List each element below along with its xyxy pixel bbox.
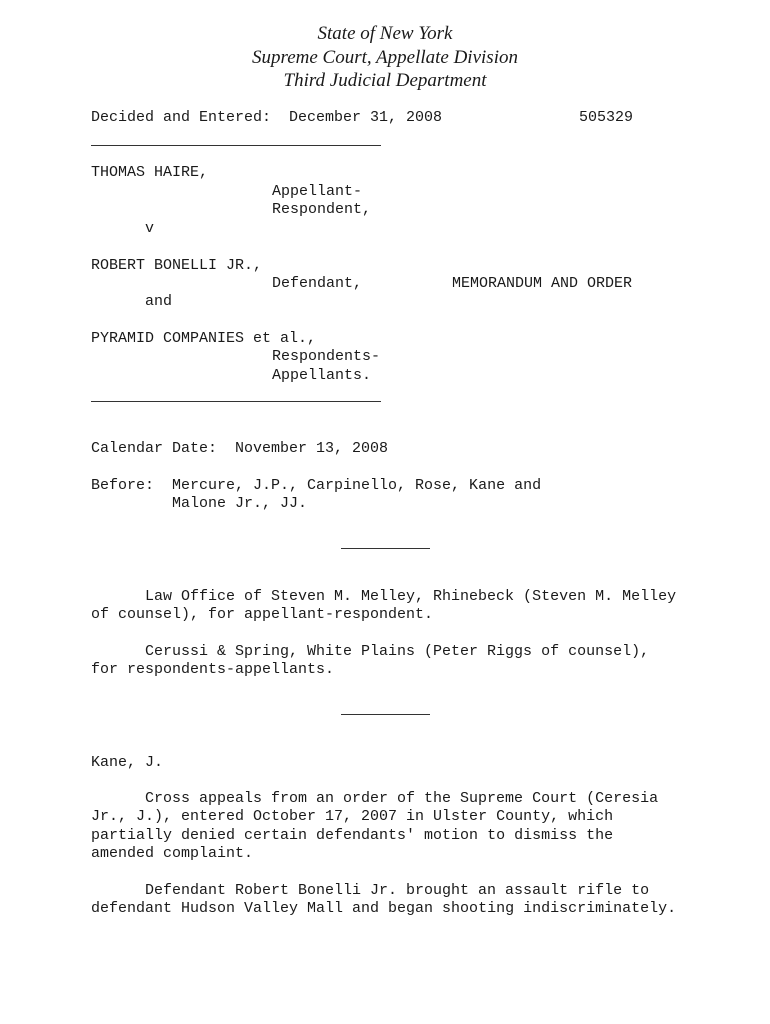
defendant2-name: PYRAMID COMPANIES et al., [91, 330, 317, 347]
court-state-heading: State of New York [317, 23, 453, 44]
caption-bottom-rule [91, 401, 381, 402]
defendant-name: ROBERT BONELLI JR., [91, 257, 263, 274]
opinion-p1-line1: Cross appeals from an order of the Supreme Court (Ceresia [145, 790, 659, 807]
counsel-appellant-line2: of counsel), for appellant-respondent. [91, 606, 434, 623]
defendant-role: Defendant, [272, 275, 363, 292]
versus: v [145, 220, 155, 237]
calendar-date: Calendar Date: November 13, 2008 [91, 440, 389, 457]
plaintiff-name: THOMAS HAIRE, [91, 164, 209, 181]
plaintiff-role-line2: Respondent, [272, 201, 372, 218]
caption-top-rule [91, 145, 381, 146]
opinion-p1-line3: partially denied certain defendants' motion to dismiss the [91, 827, 614, 844]
opinion-p2-line2: defendant Hudson Valley Mall and began shooting indiscriminately. [91, 900, 677, 917]
document-type: MEMORANDUM AND ORDER [452, 275, 633, 292]
section-divider-2 [341, 714, 430, 715]
counsel-respondent-line1: Cerussi & Spring, White Plains (Peter Riggs of counsel), [145, 643, 650, 660]
opinion-p1-line4: amended complaint. [91, 845, 254, 862]
court-department-heading: Third Judicial Department [283, 70, 487, 91]
section-divider-1 [341, 548, 430, 549]
court-division-heading: Supreme Court, Appellate Division [252, 47, 518, 68]
defendant2-role-line1: Respondents- [272, 348, 381, 365]
docket-number: 505329 [579, 109, 634, 126]
before-justices-line1: Before: Mercure, J.P., Carpinello, Rose, Kane and [91, 477, 542, 494]
decided-entered-date: Decided and Entered: December 31, 2008 [91, 109, 443, 126]
opinion-p2-line1: Defendant Robert Bonelli Jr. brought an assault rifle to [145, 882, 650, 899]
before-justices-line2: Malone Jr., JJ. [172, 495, 308, 512]
opinion-author: Kane, J. [91, 754, 164, 771]
defendant2-role-line2: Appellants. [272, 367, 372, 384]
plaintiff-role-line1: Appellant- [272, 183, 363, 200]
opinion-p1-line2: Jr., J.), entered October 17, 2007 in Ulster County, which [91, 808, 614, 825]
counsel-respondent-line2: for respondents-appellants. [91, 661, 335, 678]
and-conjunction: and [145, 293, 173, 310]
counsel-appellant-line1: Law Office of Steven M. Melley, Rhinebeck (Steven M. Melley [145, 588, 677, 605]
